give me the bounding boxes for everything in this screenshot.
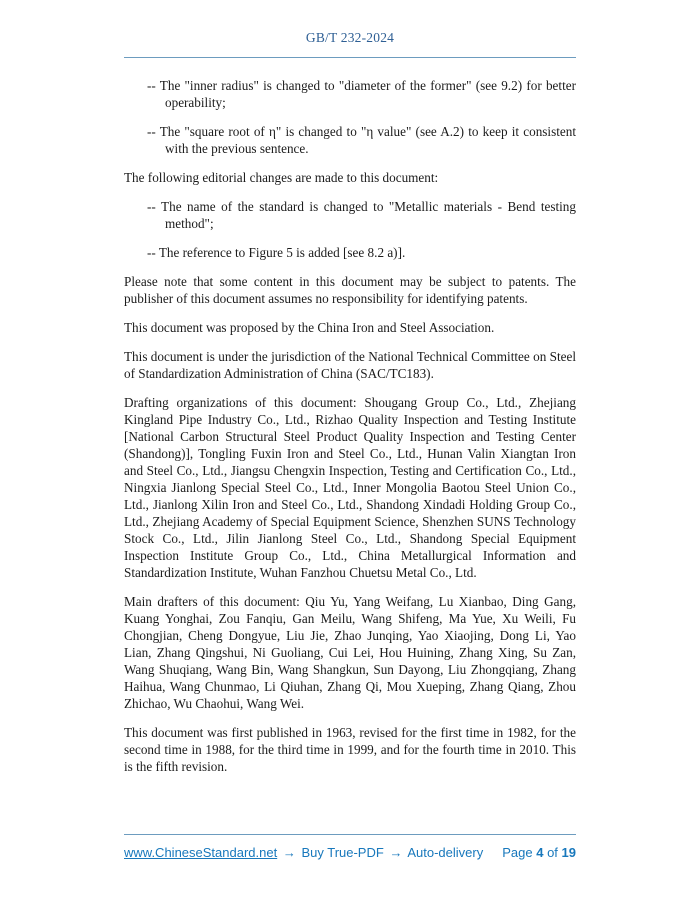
arrow-icon: → — [389, 845, 403, 860]
paragraph-jurisdiction: This document is under the jurisdiction of the National Technical Committee on Steel of Standardization Administration of China (SAC/TC183). — [124, 349, 576, 381]
arrow-icon: → — [282, 845, 296, 860]
paragraph-proposed-by: This document was proposed by the China Iron and Steel Association. — [124, 320, 495, 335]
bullet-figure-5-reference: -- The reference to Figure 5 is added [see 8.2 a)]. — [147, 245, 406, 260]
paragraph-main-drafters: Main drafters of this document: Qiu Yu, Yang Weifang, Lu Xianbao, Ding Gang, Kuang Yonghai, Zou Fanqiu, Gan Meilu, Wang Shifeng, Ma Yue, Xu Weili, Fu Chongjian, Cheng Dongyue, Liu Jie, Zhao Junqing, Yao Xiaojing, Dong Li, Yao Lian, Zhang Qingshui, Ni Guoliang, Cui Lei, Hou Huining, Zhang Xing, Su Zan, Wang Shuqiang, Wang Bin, Wang Shangkun, Sun Dayong, Liu Zhongqiang, Zhang Haihua, Wang Chunmao, Li Qiuhan, Zhang Qi, Mou Xueping, Zhang Qiang, Zhou Zhichao, Wu Chaohui, Wang Wei. — [124, 594, 576, 711]
paragraph-revision-history: This document was first published in 1963, revised for the first time in 1982, for the second time in 1988, for the third time in 1999, and for the fourth time in 2010. This is the fifth revision. — [124, 725, 576, 774]
page-current-number: 4 — [536, 845, 544, 860]
footer-auto-delivery-label: Auto-delivery — [407, 845, 484, 860]
paragraph-drafting-organizations: Drafting organizations of this document: Shougang Group Co., Ltd., Zhejiang Kingland Pipe Industry Co., Ltd., Rizhao Quality Inspection and Testing Institute [National Carbon Structural Steel Product Quality Inspection and Testing Center (Shandong)], Tongling Fuxin Iron and Steel Co., Ltd., Hunan Valin Xiangtan Iron and Steel Co., Ltd., Jiangsu Chengxin Inspection, Testing and Certification Co., Ltd., Ningxia Jianlong Special Steel Co., Ltd., Inner Mongolia Baotou Steel Union Co., Ltd., Jianlong Xilin Iron and Steel Co., Ltd., Shandong Xindadi Holding Group Co., Ltd., Zhejiang Academy of Special Equipment Science, Shenzhen SUNS Technology Stock Co., Ltd., Jilin Jianlong Steel Co., Ltd., Shandong Special Equipment Inspection Institute Group Co., Ltd., China Metallurgical Information and Standardization Institute, Wuhan Fanzhou Chuetsu Metal Co., Ltd. — [124, 395, 576, 580]
footer-delivery-info — [124, 845, 485, 860]
document-number: GB/T 232-2024 — [305, 30, 395, 45]
page-total-number: 19 — [561, 845, 576, 860]
bullet-inner-radius: -- The "inner radius" is changed to "diameter of the former" (see 9.2) for better operability; — [147, 78, 576, 110]
header-divider — [124, 57, 576, 58]
paragraph-patents-notice: Please note that some content in this document may be subject to patents. The publisher of this document assumes no responsibility for identifying patents. — [124, 274, 576, 306]
page-header — [0, 0, 700, 58]
page-label: Page — [502, 845, 533, 860]
of-label: of — [547, 845, 558, 860]
footer-buy-pdf-label: Buy True-PDF — [301, 845, 384, 860]
bullet-square-root-eta: -- The "square root of η" is changed to "η value" (see A.2) to keep it consistent with the previous sentence. — [147, 124, 576, 156]
chinesestandard-link[interactable]: www.ChineseStandard.net — [124, 845, 278, 860]
bullet-standard-name: -- The name of the standard is changed to "Metallic materials - Bend testing method"; — [147, 199, 576, 231]
page-indicator — [502, 845, 576, 860]
document-body — [124, 77, 576, 775]
paragraph-editorial-intro: The following editorial changes are made to this document: — [124, 170, 439, 185]
page-footer — [124, 834, 576, 860]
